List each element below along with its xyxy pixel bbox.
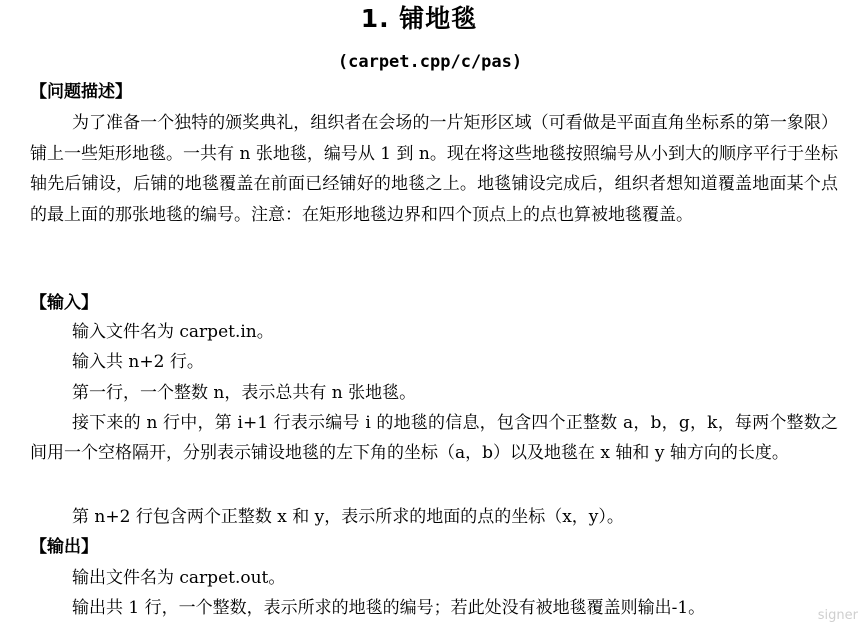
- input-line-2: 输入共 n+2 行。: [72, 352, 204, 372]
- section-heading-input: 【输入】: [30, 293, 98, 313]
- input-line-3: 第一行，一个整数 n，表示总共有 n 张地毯。: [72, 383, 417, 403]
- output-line-2: 输出共 1 行，一个整数，表示所求的地毯的编号；若此处没有被地毯覆盖则输出-1。: [72, 598, 706, 618]
- input-line-5: 第 n+2 行包含两个正整数 x 和 y，表示所求的地面的点的坐标（x，y）。: [72, 507, 624, 527]
- input-line-4: 接下来的 n 行中，第 i+1 行表示编号 i 的地毯的信息，包含四个正整数 a，b，g，k，每两个整数之间用一个空格隔开，分别表示铺设地毯的左下角的坐标（a，b）以及地毯在 x 轴和 y 轴方向的长度。: [30, 413, 838, 463]
- watermark: signer: [817, 608, 858, 623]
- problem-filename: (carpet.cpp/c/pas): [337, 52, 523, 72]
- input-line-1: 输入文件名为 carpet.in。: [72, 322, 274, 342]
- section-heading-output: 【输出】: [30, 537, 98, 557]
- section-heading-description: 【问题描述】: [30, 82, 132, 102]
- output-line-1: 输出文件名为 carpet.out。: [72, 568, 286, 588]
- description-paragraph: 为了准备一个独特的颁奖典礼，组织者在会场的一片矩形区域（可看做是平面直角坐标系的第一象限）铺上一些矩形地毯。一共有 n 张地毯，编号从 1 到 n。现在将这些地毯按照编号从小到大的顺序平行于坐标轴先后铺设，后铺的地毯覆盖在前面已经铺好的地毯之上。地毯铺设完成后，组织者想知道覆盖地面某个点的最上面的那张地毯的编号。注意：在矩形地毯边界和四个顶点上的点也算被地毯覆盖。: [30, 113, 838, 225]
- problem-title: 1. 铺地毯: [360, 4, 478, 33]
